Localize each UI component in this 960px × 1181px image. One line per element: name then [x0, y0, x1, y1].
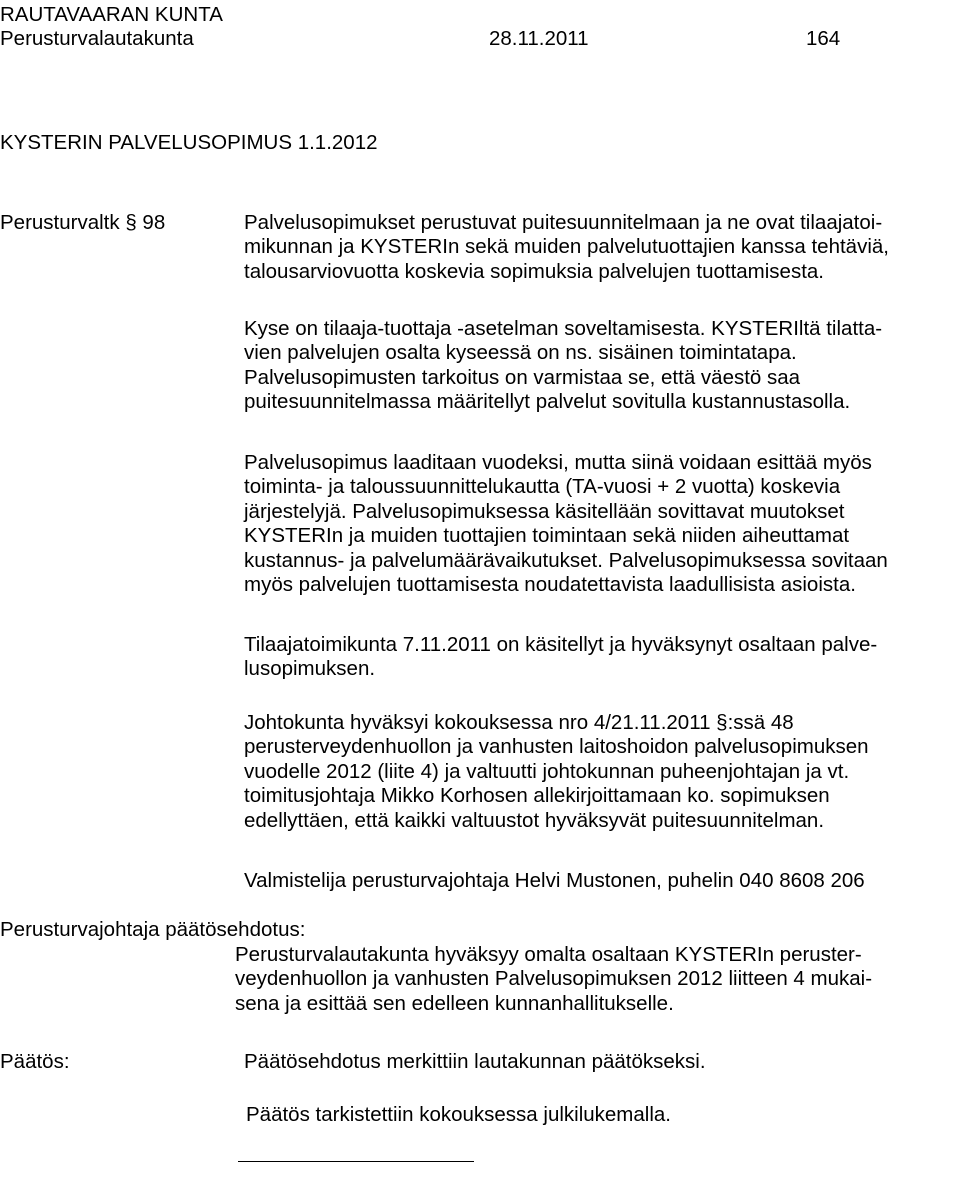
- proposal-line: veydenhuollon ja vanhusten Palvelusopimuksen 2012 liitteen 4 mukai-: [235, 967, 873, 991]
- paragraph-line: Tilaajatoimikunta 7.11.2011 on käsitellyt ja hyväksynyt osaltaan palve-: [244, 633, 878, 656]
- paragraph-line: mikunnan ja KYSTERIn sekä muiden palvelutuottajien kanssa tehtäviä,: [244, 235, 889, 259]
- paragraph-line: Palvelusopimus laaditaan vuodeksi, mutta siinä voidaan esittää myös: [244, 451, 872, 474]
- paragraph-line: myös palvelujen tuottamisesta noudatettavista laadullisista asioista.: [244, 573, 856, 597]
- paragraph-line: lusopimuksen.: [244, 657, 376, 681]
- committee-name: Perusturvalautakunta: [0, 27, 194, 50]
- paragraph-line: perusterveydenhuollon ja vanhusten laitoshoidon palvelusopimuksen: [244, 735, 869, 759]
- paragraph-1: [244, 211, 889, 284]
- proposal-line: Perusturvalautakunta hyväksyy omalta osaltaan KYSTERIn peruster-: [235, 943, 862, 966]
- paragraph-2: [244, 317, 882, 415]
- section-reference: Perusturvaltk § 98: [0, 211, 166, 234]
- paragraph-3: [244, 451, 888, 597]
- paragraph-line: Palvelusopimusten tarkoitus on varmistaa se, että väestö saa: [244, 365, 801, 389]
- document-title: KYSTERIN PALVELUSOPIMUS 1.1.2012: [0, 131, 378, 154]
- meeting-date: 28.11.2011: [489, 27, 589, 50]
- proposal-line: sena ja esittää sen edelleen kunnanhallitukselle.: [235, 991, 674, 1015]
- paragraph-line: Palvelusopimukset perustuvat puitesuunnitelmaan ja ne ovat tilaajatoi-: [244, 211, 883, 234]
- paragraph-line: toiminta- ja taloussuunnittelukautta (TA-vuosi + 2 vuotta) koskevia: [244, 475, 841, 499]
- paragraph-5: [244, 711, 869, 833]
- paragraph-line: edellyttäen, että kaikki valtuustot hyväksyvät puitesuunnitelman.: [244, 808, 825, 832]
- paragraph-4: [244, 633, 877, 682]
- verification-text: Päätös tarkistettiin kokouksessa julkilukemalla.: [246, 1103, 671, 1126]
- paragraph-line: puitesuunnitelmassa määritellyt palvelut sovitulla kustannustasolla.: [244, 390, 851, 414]
- organization-name: RAUTAVAARAN KUNTA: [0, 3, 223, 26]
- decision-text: Päätösehdotus merkittiin lautakunnan päätökseksi.: [244, 1050, 706, 1073]
- paragraph-line: toimitusjohtaja Mikko Korhosen allekirjoittamaan ko. sopimuksen: [244, 784, 830, 808]
- decision-label: Päätös:: [0, 1050, 70, 1073]
- paragraph-line: vien palvelujen osalta kyseessä on ns. sisäinen toimintatapa.: [244, 341, 797, 365]
- paragraph-line: kustannus- ja palvelumäärävaikutukset. Palvelusopimuksessa sovitaan: [244, 548, 888, 572]
- page-number: 164: [806, 27, 841, 50]
- paragraph-line: Johtokunta hyväksyi kokouksessa nro 4/21.11.2011 §:ssä 48: [244, 711, 794, 734]
- proposal-text: [235, 943, 872, 1016]
- paragraph-line: järjestelyjä. Palvelusopimuksessa käsitellään sovittavat muutokset: [244, 499, 845, 523]
- proposal-label: Perusturvajohtaja päätösehdotus:: [0, 918, 306, 941]
- paragraph-line: Kyse on tilaaja-tuottaja -asetelman soveltamisesta. KYSTERIltä tilatta-: [244, 317, 883, 340]
- paragraph-line: talousarviovuotta koskevia sopimuksia palvelujen tuottamisesta.: [244, 259, 824, 283]
- preparer-line: Valmistelija perusturvajohtaja Helvi Mustonen, puhelin 040 8608 206: [244, 869, 865, 892]
- paragraph-line: vuodelle 2012 (liite 4) ja valtuutti johtokunnan puheenjohtajan ja vt.: [244, 759, 850, 783]
- signature-separator: [238, 1161, 474, 1162]
- paragraph-line: KYSTERIn ja muiden tuottajien toimintaan sekä niiden aiheuttamat: [244, 524, 850, 548]
